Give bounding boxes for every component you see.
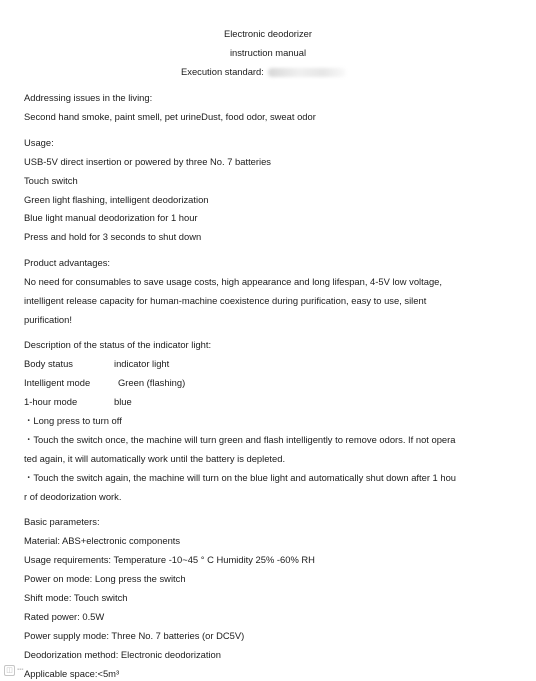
advantages-heading: Product advantages: [24, 257, 110, 268]
indicator-row-left: 1-hour mode [24, 396, 78, 407]
indicator-row-left: Intelligent mode [24, 377, 91, 388]
usage-item: Green light flashing, intelligent deodorization [24, 194, 209, 205]
indicator-note: ted again, it will automatically work until the battery is depleted. [24, 453, 286, 464]
parameter-item: Power supply mode: Three No. 7 batteries (or DC5V) [24, 630, 245, 641]
redacted-value [268, 68, 346, 77]
advantages-line: No need for consumables to save usage costs, high appearance and long lifespan, 4-5V low voltage, [24, 276, 442, 287]
indicator-note: ・Touch the switch again, the machine will turn on the blue light and automatically shut down after 1 hou [24, 472, 457, 483]
usage-item: Press and hold for 3 seconds to shut down [24, 231, 202, 242]
issues-heading: Addressing issues in the living: [24, 92, 153, 103]
issues-text: Second hand smoke, paint smell, pet urineDust, food odor, sweat odor [24, 111, 316, 122]
brand-logo-icon: ◫ [4, 665, 15, 676]
parameter-item: Material: ABS+electronic components [24, 535, 181, 546]
indicator-note: ・Long press to turn off [24, 415, 122, 426]
execution-standard [181, 66, 346, 78]
watermark-glyphs: ▪▪▪ [17, 667, 24, 673]
usage-item: Touch switch [24, 175, 78, 186]
indicator-row-right: indicator light [114, 358, 170, 369]
document-subtitle: instruction manual [229, 47, 307, 58]
watermark [4, 664, 40, 676]
usage-heading: Usage: [24, 137, 54, 148]
indicator-note: ・Touch the switch once, the machine will turn green and flash intelligently to remove odors. If not opera [24, 434, 456, 445]
parameter-item: Rated power: 0.5W [24, 611, 105, 622]
indicator-heading: Description of the status of the indicator light: [24, 339, 212, 350]
indicator-row [24, 358, 324, 370]
indicator-row-right: blue [114, 396, 132, 407]
document-title: Electronic deodorizer [223, 28, 313, 39]
parameters-heading: Basic parameters: [24, 516, 100, 527]
parameter-item: Power on mode: Long press the switch [24, 573, 186, 584]
parameter-item: Deodorization method: Electronic deodorization [24, 649, 221, 660]
indicator-row [24, 377, 324, 389]
advantages-line: intelligent release capacity for human-machine coexistence during purification, easy to use, silent [24, 295, 427, 306]
parameter-item: Shift mode: Touch switch [24, 592, 128, 603]
indicator-row-left: Body status [24, 358, 73, 369]
usage-item: Blue light manual deodorization for 1 hour [24, 212, 198, 223]
parameter-item: Applicable space:<5m³ [24, 668, 120, 679]
execution-standard-label: Execution standard: [181, 66, 264, 77]
indicator-note: r of deodorization work. [24, 491, 122, 502]
advantages-line: purification! [24, 314, 72, 325]
indicator-row [24, 396, 324, 408]
parameter-item: Usage requirements: Temperature -10~45 ° C Humidity 25% -60% RH [24, 554, 315, 565]
usage-item: USB-5V direct insertion or powered by three No. 7 batteries [24, 156, 271, 167]
indicator-row-right: Green (flashing) [118, 377, 186, 388]
